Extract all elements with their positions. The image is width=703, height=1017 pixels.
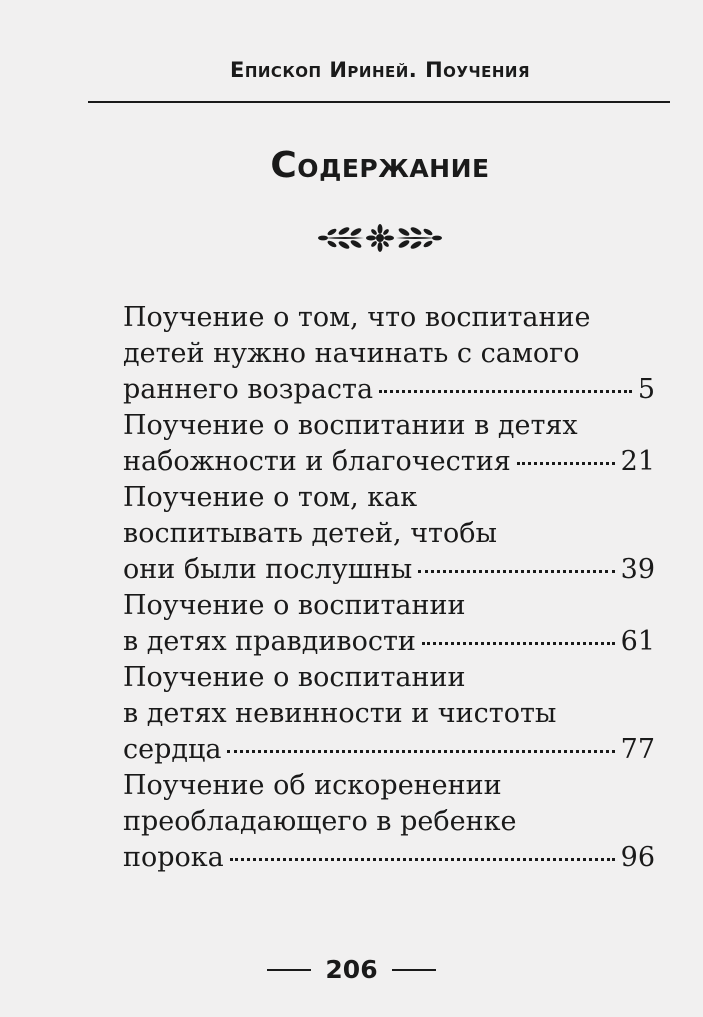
dot-leader xyxy=(517,462,615,465)
dot-leader xyxy=(418,570,614,573)
toc-entry[interactable] xyxy=(123,300,655,408)
floral-ornament-icon xyxy=(318,222,442,254)
toc-entry-title-line: Поучение о том, как xyxy=(123,482,418,513)
toc-page-number: 77 xyxy=(620,734,655,765)
toc-page-number: 61 xyxy=(620,626,655,657)
toc-entry-title-line: набожности и благочестия xyxy=(123,446,511,477)
toc-entry-title-line: воспитывать детей, чтобы xyxy=(123,518,497,549)
dot-leader xyxy=(422,642,615,645)
toc-entry[interactable] xyxy=(123,588,655,660)
header-rule xyxy=(88,101,670,103)
toc-entry-title-line: Поучение об искоренении xyxy=(123,770,502,801)
toc-entry-title-line: порока xyxy=(123,842,224,873)
toc-page-number: 5 xyxy=(637,374,655,405)
toc-entry-title-line: они были послушны xyxy=(123,554,413,585)
running-head: Епископ Ириней. Поучения xyxy=(229,58,531,82)
toc-entry[interactable] xyxy=(123,408,655,480)
toc-entry-title-line: Поучение о том, что воспитание xyxy=(123,302,591,333)
toc-entry-title-line: детей нужно начинать с самого xyxy=(123,338,580,369)
toc-entry[interactable] xyxy=(123,660,655,768)
dot-leader xyxy=(230,858,615,861)
toc-entry-title-line: в детях правдивости xyxy=(123,626,416,657)
footer-dash-left xyxy=(267,969,311,971)
toc-entry[interactable] xyxy=(123,768,655,876)
toc-entry-title-line: Поучение о воспитании xyxy=(123,662,466,693)
page-title: Содержание xyxy=(270,145,490,186)
toc-page-number: 96 xyxy=(620,842,655,873)
toc-entry-title-line: сердца xyxy=(123,734,222,765)
page-number-footer xyxy=(0,955,703,984)
dot-leader xyxy=(227,750,614,753)
toc-entry-title-line: Поучение о воспитании xyxy=(123,590,466,621)
toc-page-number: 21 xyxy=(620,446,655,477)
toc-entry-title-line: раннего возраста xyxy=(123,374,374,405)
table-of-contents xyxy=(123,300,655,876)
page-number: 206 xyxy=(325,955,378,984)
toc-entry-title-line: Поучение о воспитании в детях xyxy=(123,410,578,441)
dot-leader xyxy=(379,390,632,393)
toc-entry-title-line: в детях невинности и чистоты xyxy=(123,698,557,729)
toc-entry[interactable] xyxy=(123,480,655,588)
footer-dash-right xyxy=(392,969,436,971)
toc-entry-title-line: преобладающего в ребенке xyxy=(123,806,517,837)
toc-page-number: 39 xyxy=(620,554,655,585)
